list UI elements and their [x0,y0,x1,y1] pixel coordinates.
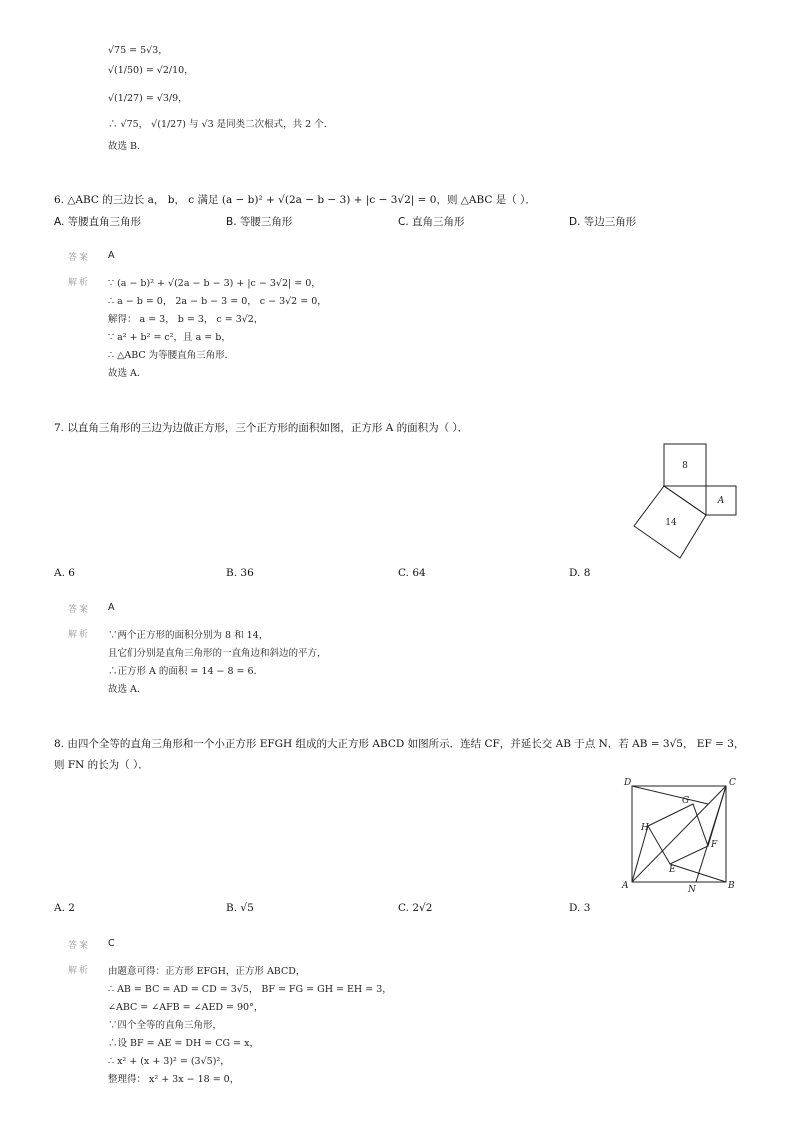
right-triangle [664,486,706,515]
analysis-label: 解析 [68,966,91,976]
label-right: A [717,496,725,506]
label-c: C [729,778,736,788]
label-e: E [669,865,676,875]
option-b: B. 36 [226,567,254,579]
option-a: A. 2 [54,902,75,914]
solution-line: ∵四个全等的直角三角形， [108,1020,223,1031]
option-a: A. 等腰直角三角形 [54,216,142,228]
solution-line: ∴ √75， √(1/27) 与 √3 是同类二次根式，共 2 个． [108,119,334,130]
option-c: C. 直角三角形 [398,216,465,228]
option-a: A. 6 [54,567,75,579]
option-d: D. 3 [569,902,591,914]
solution-line: ∴ AB = BC = AD = CD = 3√5， BF = FG = GH = EH = 3， [108,984,392,995]
solution-line: ∴ a − b = 0， 2a − b − 3 = 0， c − 3√2 = 0， [108,296,327,307]
question-stem: 7. 以直角三角形的三边为边做正方形，三个正方形的面积如图，正方形 A 的面积为（ ）． [54,422,469,434]
line-c-n [696,786,726,882]
label-b: B [728,881,735,891]
answer-label: 答案 [68,253,91,263]
solution-line: ∠ABC = ∠AFB = ∠AED = 90°， [108,1002,264,1013]
squares-diagram [630,440,740,562]
line-d-g [632,786,708,804]
question-stem-cont: 则 FN 的长为（ ）． [54,759,149,771]
analysis-label: 解析 [68,278,91,288]
solution-line: 整理得： x² + 3x − 18 = 0， [108,1074,240,1085]
analysis-label: 解析 [68,630,91,640]
solution-line: ∴设 BF = AE = DH = CG = x， [108,1038,260,1049]
solution-line: ∵ (a − b)² + √(2a − b − 3) + |c − 3√2| = 0， [108,278,321,289]
option-b: B. 等腰三角形 [226,216,293,228]
answer-label: 答案 [68,941,91,951]
label-d: D [624,778,632,788]
option-c: C. 2√2 [398,902,433,914]
answer-value: A [108,602,115,613]
squares-figure [630,440,740,566]
solution-line: 解得： a = 3， b = 3， c = 3√2， [108,314,264,325]
solution-line: √(1/27) = √3/9， [108,93,188,104]
label-g: G [682,796,690,806]
question-stem: 8. 由四个全等的直角三角形和一个小正方形 EFGH 组成的大正方形 ABCD 如图所示．连结 CF，并延长交 AB 于点 N．若 AB = 3√5， EF = 3， [54,738,745,750]
answer-value: A [108,250,115,261]
option-d: D. 等边三角形 [569,216,637,228]
line-b-e [670,864,726,882]
solution-line: √75 = 5√3， [108,45,168,56]
solution-line: 故选 B． [108,141,147,152]
label-big: 14 [665,518,677,528]
question-stem: 6. △ABC 的三边长 a， b， c 满足 (a − b)² + √(2a − b − 3) + |c − 3√2| = 0，则 △ABC 是（ ）． [54,194,536,206]
solution-line: √(1/50) = √2/10， [108,65,194,76]
label-n: N [688,885,696,895]
square-abcd-figure [618,774,742,902]
solution-line: 故选 A． [108,684,147,695]
answer-label: 答案 [68,605,91,615]
label-top: 8 [682,461,688,471]
option-d: D. 8 [569,567,591,579]
solution-line: 由题意可得：正方形 EFGH，正方形 ABCD， [108,966,306,977]
solution-line: ∴正方形 A 的面积 = 14 − 8 = 6． [108,666,264,677]
label-a: A [622,881,629,891]
solution-line: ∴ △ABC 为等腰直角三角形． [108,350,235,361]
option-b: B. √5 [226,902,254,914]
answer-value: C [108,938,115,949]
option-c: C. 64 [398,567,426,579]
label-h: H [641,823,649,833]
solution-line: ∵ a² + b² = c²，且 a = b， [108,332,231,343]
solution-line: ∵两个正方形的面积分别为 8 和 14， [108,630,269,641]
label-f: F [711,840,718,850]
solution-line: ∴ x² + (x + 3)² = (3√5)²， [108,1056,230,1067]
solution-line: 故选 A． [108,368,147,379]
solution-line: 且它们分别是直角三角形的一直角边和斜边的平方， [108,648,327,659]
abcd-diagram [618,774,742,898]
